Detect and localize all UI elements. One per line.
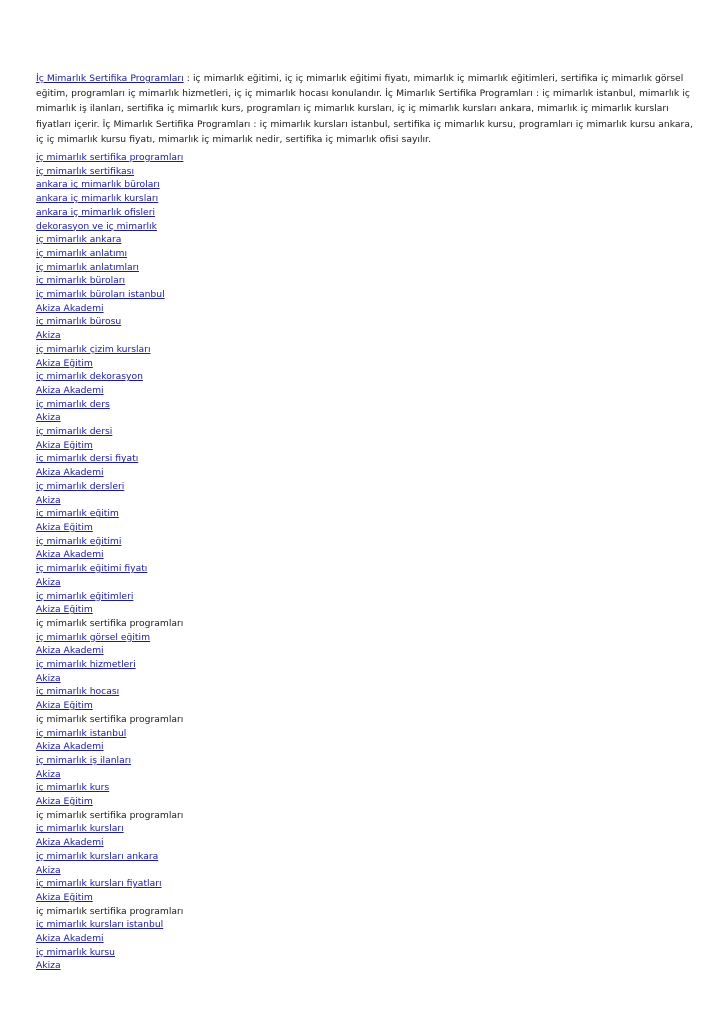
list-item [36,740,183,754]
list-item [36,727,183,741]
keyword-link[interactable]: Akiza [36,960,61,972]
list-item [36,288,183,302]
keyword-link[interactable]: iç mimarlık dekorasyon [36,371,143,383]
list-item [36,274,183,288]
keyword-link[interactable]: iç mimarlık eğitim [36,508,119,520]
keyword-link[interactable]: Akiza Eğitim [36,521,93,533]
keyword-link[interactable]: Akiza Akademi [36,549,104,561]
list-item [36,247,183,261]
keyword-link[interactable]: Akiza Akademi [36,933,104,945]
list-item [36,233,183,247]
list-item [36,603,183,617]
keyword-link[interactable]: Akiza Akademi [36,837,104,849]
keyword-link[interactable]: ankara iç mimarlık büroları [36,179,160,191]
list-item [36,891,183,905]
keyword-link[interactable]: iç mimarlık kursları istanbul [36,919,164,931]
keyword-link[interactable]: iç mimarlık kursları fiyatları [36,878,162,890]
list-item [36,658,183,672]
keyword-link[interactable]: iç mimarlık ders [36,398,110,410]
intro-paragraph [36,71,696,147]
keyword-link[interactable]: Akiza Akademi [36,467,104,479]
keyword-link[interactable]: Akiza [36,494,61,506]
list-item [36,535,183,549]
keyword-text: iç mimarlık sertifika programları [36,809,184,821]
keyword-link[interactable]: iç mimarlık eğitimi [36,535,122,547]
keyword-link-list [36,151,183,973]
keyword-link[interactable]: Akiza Eğitim [36,439,93,451]
list-item [36,781,183,795]
list-item [36,261,183,275]
list-item [36,905,183,919]
keyword-link[interactable]: iç mimarlık hocası [36,686,120,698]
keyword-link[interactable]: iç mimarlık çizim kursları [36,343,151,355]
list-item [36,685,183,699]
keyword-link[interactable]: iç mimarlık görsel eğitim [36,631,151,643]
keyword-text: iç mimarlık sertifika programları [36,905,184,917]
list-item [36,836,183,850]
list-item [36,754,183,768]
keyword-link[interactable]: iç mimarlık ankara [36,234,122,246]
list-item [36,425,183,439]
keyword-link[interactable]: Akiza Akademi [36,645,104,657]
keyword-link[interactable]: Akiza [36,576,61,588]
keyword-link[interactable]: iç mimarlık hizmetleri [36,659,136,671]
list-item [36,548,183,562]
keyword-link[interactable]: iç mimarlık eğitimi fiyatı [36,563,148,575]
keyword-link[interactable]: iç mimarlık dersi fiyatı [36,453,139,465]
list-item [36,822,183,836]
keyword-link[interactable]: iç mimarlık sertifika programları [36,152,184,163]
list-item [36,631,183,645]
list-item [36,178,183,192]
keyword-text: iç mimarlık sertifika programları [36,617,184,629]
keyword-link[interactable]: iç mimarlık istanbul [36,727,127,739]
list-item [36,850,183,864]
list-item [36,617,183,631]
list-item [36,521,183,535]
keyword-link[interactable]: Akiza Akademi [36,384,104,396]
keyword-link[interactable]: Akiza [36,768,61,780]
keyword-link[interactable]: dekorasyon ve iç mimarlık [36,220,157,232]
keyword-text: iç mimarlık sertifika programları [36,713,184,725]
list-item [36,795,183,809]
list-item [36,315,183,329]
keyword-link[interactable]: Akiza Eğitim [36,357,93,369]
keyword-link[interactable]: Akiza [36,330,61,342]
list-item [36,452,183,466]
list-item [36,946,183,960]
list-item [36,206,183,220]
keyword-link[interactable]: iç mimarlık kursları ankara [36,850,159,862]
intro-body-text: : iç mimarlık eğitimi, iç iç mimarlık eğitimi fiyatı, mimarlık iç mimarlık eğitimleri, sertifika iç mimarlık görsel eğitim, programları iç mimarlık hizmetleri, iç iç mimarlık hocası konulandır. İç Mimarlık Sertifika Programları : iç mimarlık istanbul, mimarlık iç mimarlık iş ilanları, sertifika iç mimarlık kurs, programları iç mimarlık kursları, iç iç mimarlık kursları ankara, mimarlık iç mimarlık kursları fiyatları içerir. İç Mimarlık Sertifika Programları : iç mimarlık kursları istanbul, sertifika iç mimarlık kursu, programları iç mimarlık kursu ankara, iç iç mimarlık kursu fiyatı, mimarlık iç mimarlık nedir, sertifika iç mimarlık ofisi sayılır. [36,73,693,145]
list-item [36,494,183,508]
keyword-link[interactable]: Akiza Akademi [36,741,104,753]
list-item [36,809,183,823]
list-item [36,165,183,179]
list-item [36,384,183,398]
list-item [36,411,183,425]
keyword-link[interactable]: Akiza [36,672,61,684]
list-item [36,699,183,713]
keyword-link[interactable]: iç mimarlık anlatımları [36,261,139,273]
keyword-link[interactable]: iç mimarlık bürosu [36,316,122,328]
list-item [36,877,183,891]
list-item [36,439,183,453]
list-item [36,507,183,521]
keyword-link[interactable]: iç mimarlık dersleri [36,480,125,492]
list-item [36,864,183,878]
list-item [36,932,183,946]
list-item [36,302,183,316]
list-item [36,672,183,686]
list-item [36,959,183,973]
list-item [36,370,183,384]
keyword-link[interactable]: iç mimarlık anlatımı [36,247,128,259]
list-item [36,466,183,480]
keyword-link[interactable]: iç mimarlık büroları istanbul [36,289,165,301]
keyword-link[interactable]: iç mimarlık eğitimleri [36,590,134,602]
keyword-link[interactable]: iç mimarlık sertifikası [36,165,135,177]
list-item [36,644,183,658]
list-item [36,562,183,576]
list-item [36,357,183,371]
keyword-link[interactable]: ankara iç mimarlık ofisleri [36,206,156,218]
keyword-link[interactable]: Akiza Akademi [36,302,104,314]
list-item [36,918,183,932]
intro-title-link[interactable]: İç Mimarlık Sertifika Programları [36,73,184,84]
list-item [36,343,183,357]
list-item [36,713,183,727]
keyword-link[interactable]: Akiza Eğitim [36,796,93,808]
keyword-link[interactable]: Akiza [36,412,61,424]
list-item [36,576,183,590]
keyword-link[interactable]: iç mimarlık kursları [36,823,124,835]
list-item [36,398,183,412]
keyword-link[interactable]: iç mimarlık kursu [36,946,115,958]
keyword-link[interactable]: iç mimarlık dersi [36,426,113,438]
keyword-link[interactable]: Akiza Eğitim [36,891,93,903]
keyword-link[interactable]: Akiza Eğitim [36,604,93,616]
list-item [36,768,183,782]
list-item [36,329,183,343]
list-item [36,480,183,494]
keyword-link[interactable]: iç mimarlık kurs [36,782,110,794]
list-item [36,590,183,604]
keyword-link[interactable]: iç mimarlık büroları [36,275,126,287]
list-item [36,220,183,234]
keyword-link[interactable]: Akiza Eğitim [36,700,93,712]
keyword-link[interactable]: Akiza [36,864,61,876]
keyword-link[interactable]: ankara iç mimarlık kursları [36,193,159,205]
list-item [36,192,183,206]
list-item [36,151,183,165]
keyword-link[interactable]: iç mimarlık iş ilanları [36,754,132,766]
